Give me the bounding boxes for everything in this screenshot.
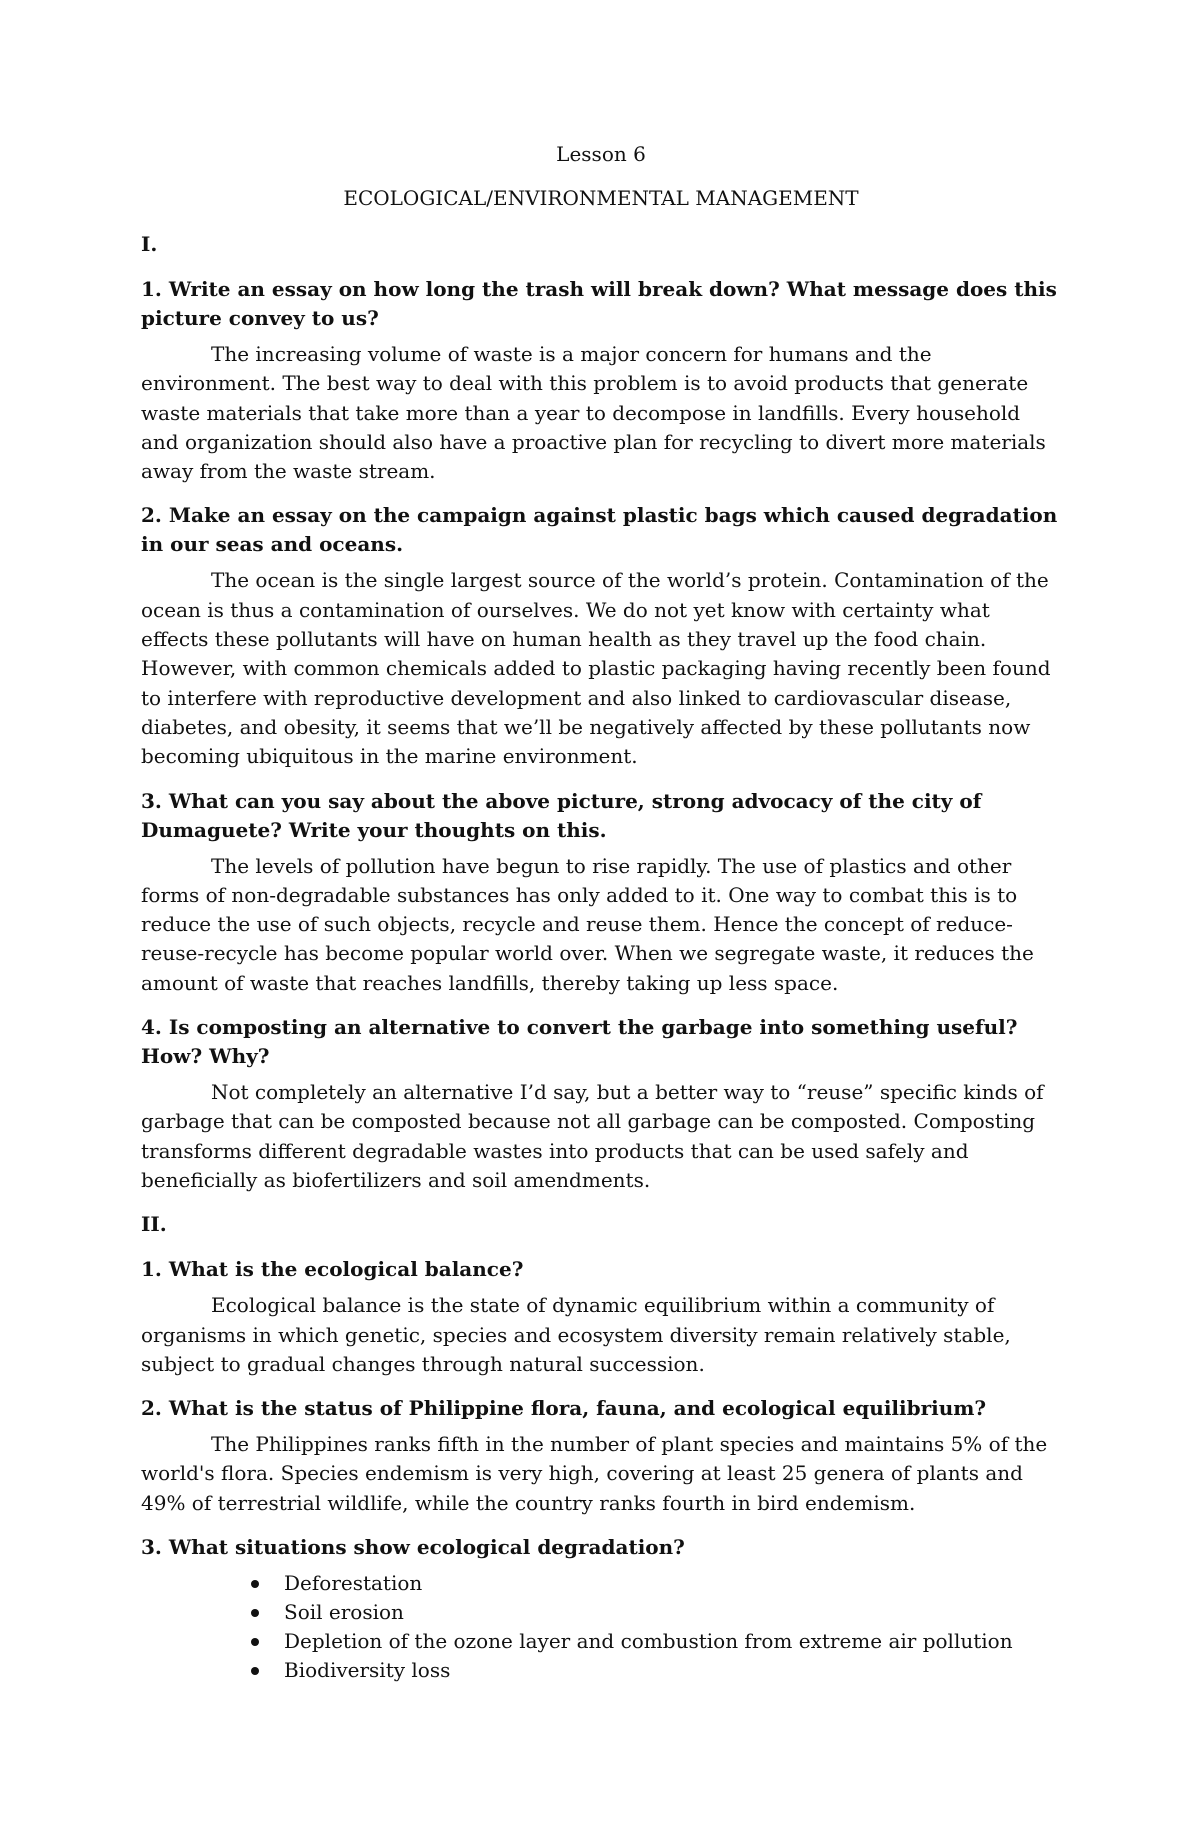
question: 2. What is the status of Philippine flora, fauna, and ecological equilibrium? — [141, 1396, 987, 1421]
bullet-item — [251, 1627, 1061, 1656]
bullet-text: Soil erosion — [284, 1600, 404, 1625]
question: 1. What is the ecological balance? — [141, 1257, 524, 1282]
bullet-text: Depletion of the ozone layer and combustion from extreme air pollution — [284, 1629, 1013, 1654]
question: 3. What can you say about the above picture, strong advocacy of the city of Dumaguete? Write your thoughts on this. — [141, 788, 982, 842]
bullet-text: Biodiversity loss — [284, 1658, 451, 1683]
answer-paragraph: Not completely an alternative I’d say, but a better way to “reuse” specific kinds of garbage that can be composted because not all garbage can be composted. Composting transforms different degradable wastes into products that can be used safely and beneficially as biofertilizers and soil amendments. — [141, 1080, 1044, 1192]
section-heading-part1: I. — [141, 232, 158, 256]
answer-paragraph: The ocean is the single largest source of the world’s protein. Contamination of the ocean is thus a contamination of ourselves. We do not yet know with certainty what effects these pollutants will have on human health as they travel up the food chain. However, with common chemicals added to plastic packaging having recently been found to interfere with reproductive development and also linked to cardiovascular disease, diabetes, and obesity, it seems that we’ll be negatively affected by these pollutants now becoming ubiquitous in the marine environment. — [141, 568, 1051, 769]
question: 4. Is composting an alternative to convert the garbage into something useful? How? Why? — [141, 1015, 1018, 1069]
bullet-text: Deforestation — [284, 1571, 423, 1596]
lesson-subtitle: ECOLOGICAL/ENVIRONMENTAL MANAGEMENT — [343, 186, 859, 210]
bullet-icon — [251, 1667, 259, 1675]
answer-paragraph: The increasing volume of waste is a major concern for humans and the environment. The best way to deal with this problem is to avoid products that generate waste materials that take more than a year to decompose in landfills. Every household and organization should also have a proactive plan for recycling to divert more materials away from the waste stream. — [141, 342, 1046, 484]
question: 1. Write an essay on how long the trash will break down? What message does this picture convey to us? — [141, 277, 1057, 330]
answer-paragraph: The Philippines ranks fifth in the number of plant species and maintains 5% of the world's flora. Species endemism is very high, covering at least 25 genera of plants and 49% of terrestrial wildlife, while the country ranks fourth in bird endemism. — [141, 1432, 1048, 1515]
bullet-list — [141, 1569, 1061, 1685]
question: 3. What situations show ecological degradation? — [141, 1535, 685, 1560]
bullet-item — [251, 1569, 1061, 1598]
question: 2. Make an essay on the campaign against plastic bags which caused degradation in our seas and oceans. — [141, 503, 1058, 557]
document-content — [141, 140, 1061, 1685]
bullet-item — [251, 1598, 1061, 1627]
answer-paragraph: The levels of pollution have begun to rise rapidly. The use of plastics and other forms of non-degradable substances has only added to it. One way to combat this is to reduce the use of such objects, recycle and reuse them. Hence the concept of reduce-reuse-recycle has become popular world over. When we segregate waste, it reduces the amount of waste that reaches landfills, thereby taking up less space. — [141, 853, 1034, 995]
bullet-icon — [251, 1638, 259, 1646]
bullet-icon — [251, 1580, 259, 1588]
answer-paragraph: Ecological balance is the state of dynamic equilibrium within a community of organisms in which genetic, species and ecosystem diversity remain relatively stable, subject to gradual changes through natural succession. — [141, 1293, 1011, 1376]
section-heading-part2: II. — [141, 1212, 167, 1237]
bullet-item — [251, 1656, 1061, 1685]
bullet-icon — [251, 1609, 259, 1617]
lesson-title: Lesson 6 — [556, 142, 646, 166]
